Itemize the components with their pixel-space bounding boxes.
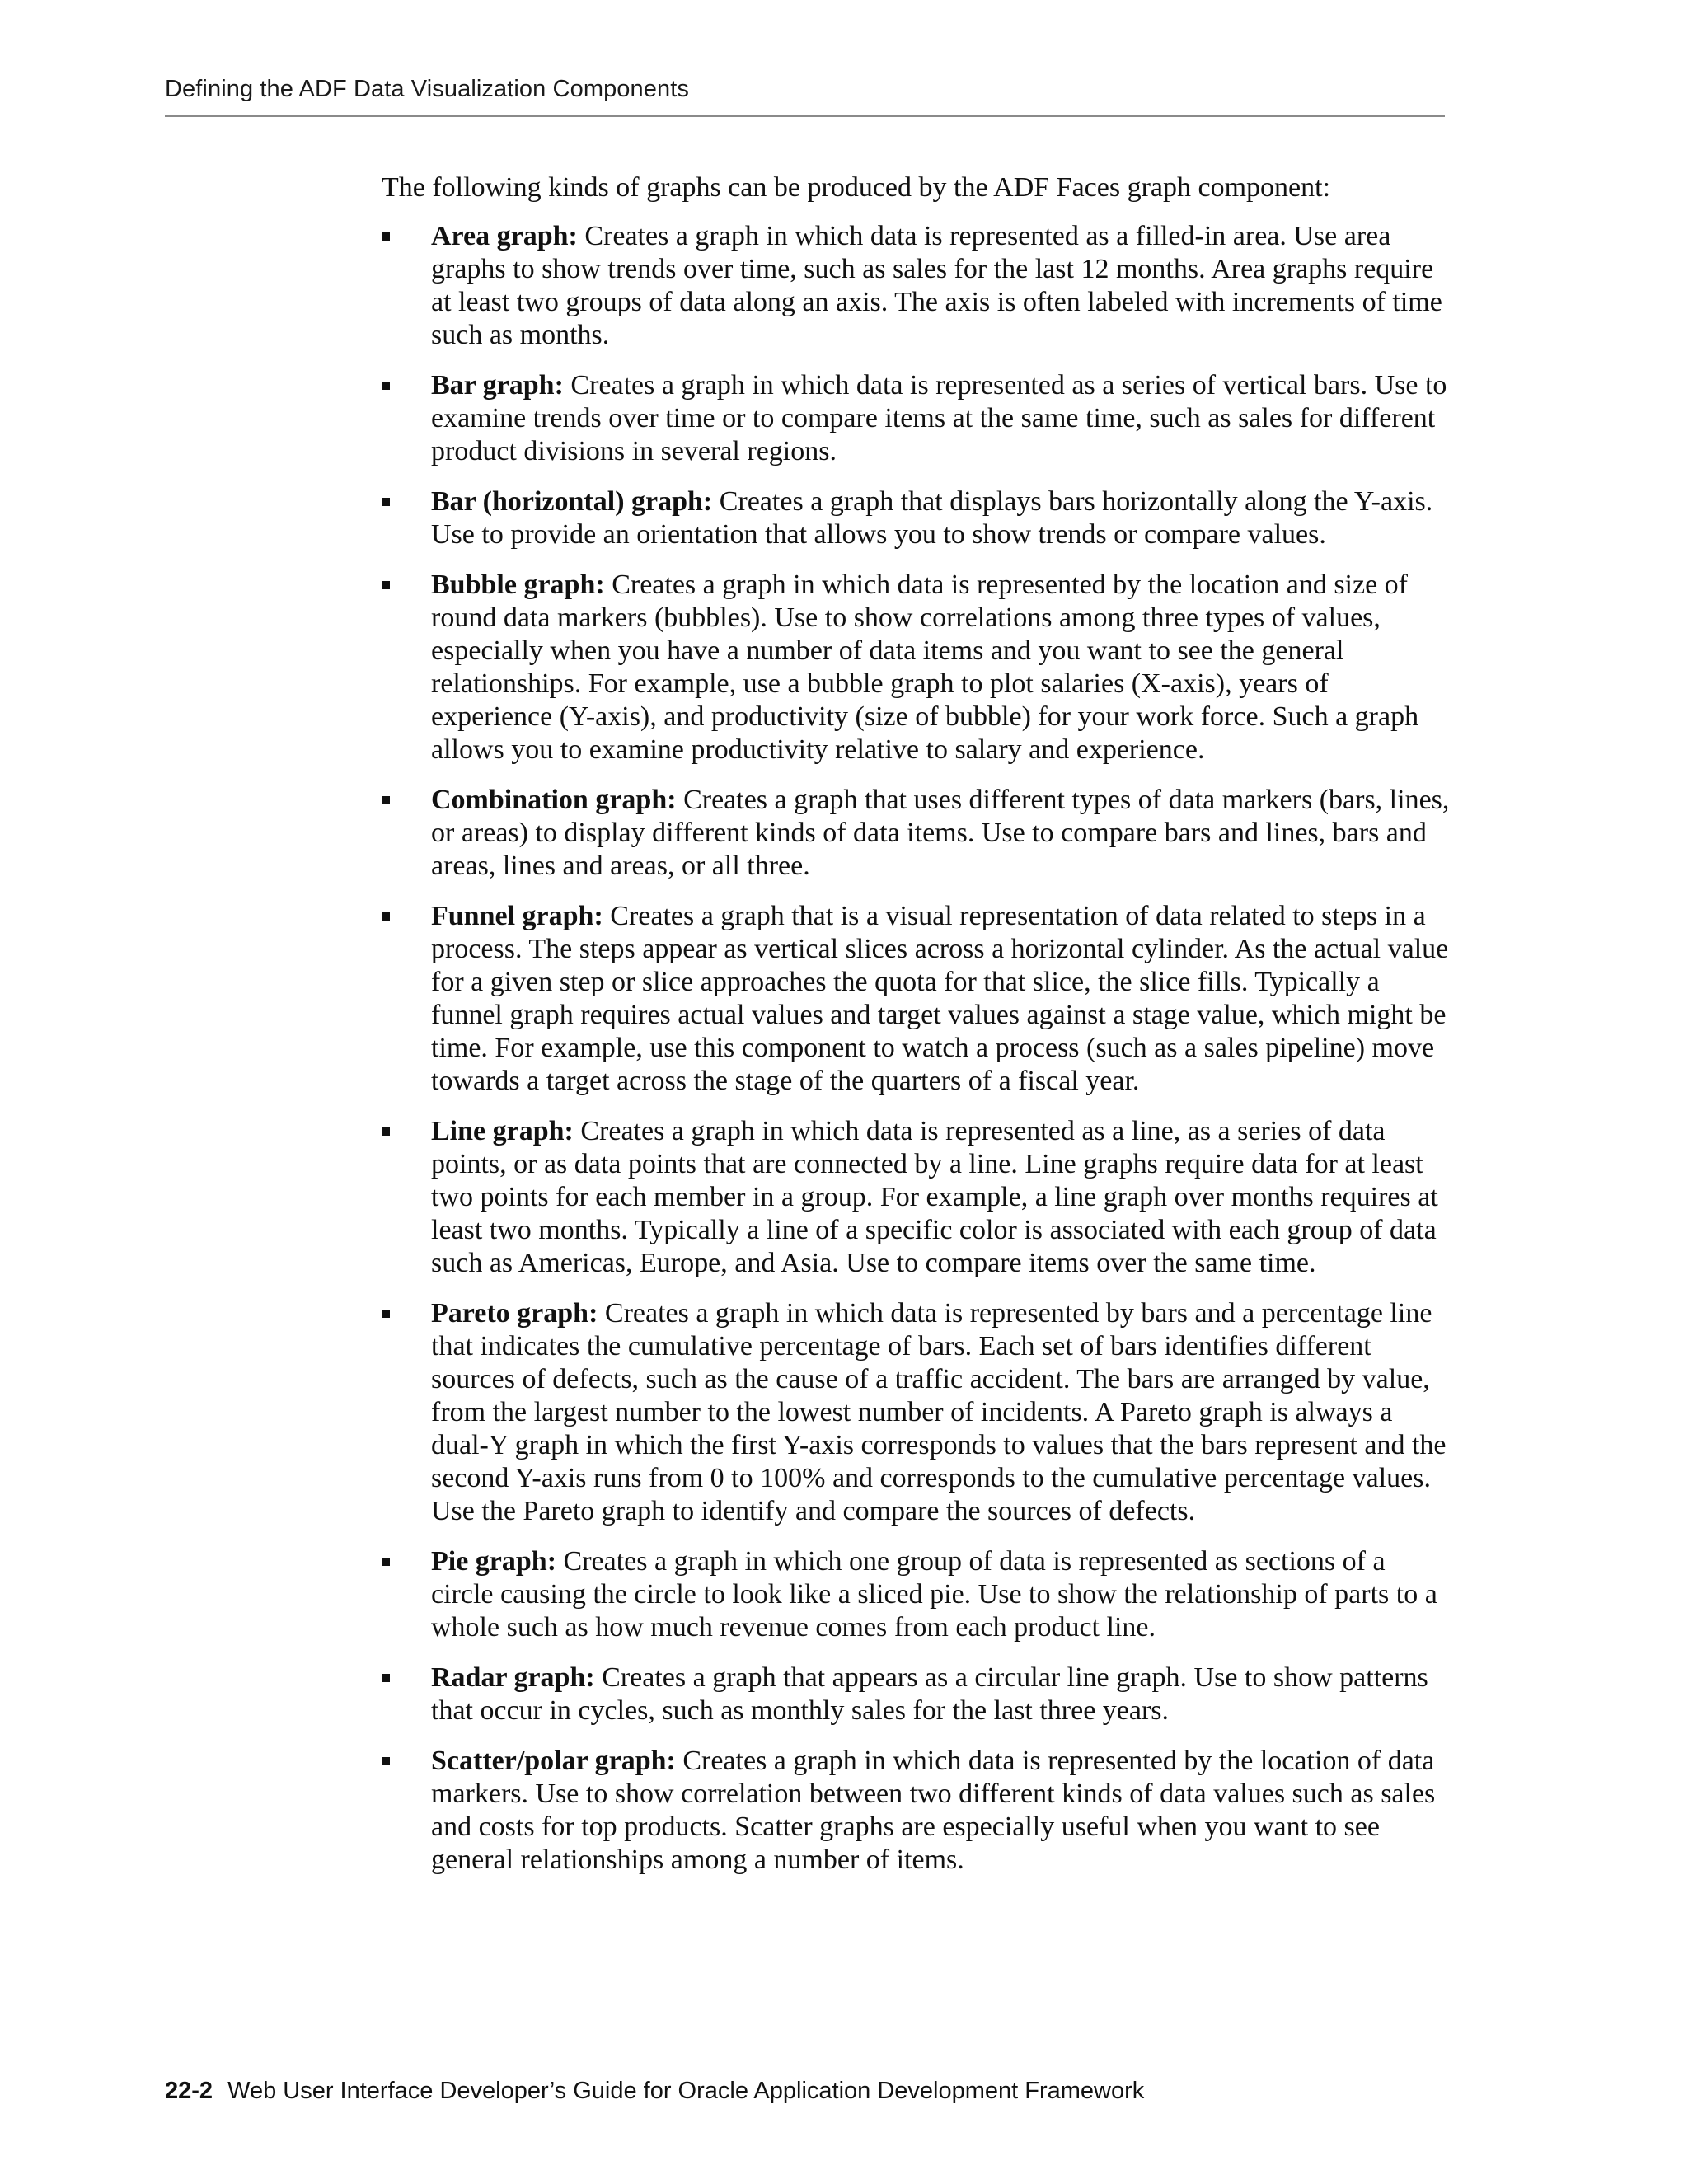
bullet-icon [382, 1127, 390, 1136]
bullet-icon [382, 382, 390, 390]
running-header: Defining the ADF Data Visualization Components [165, 76, 689, 102]
list-item-funnel-graph [382, 900, 1453, 1098]
list-item-radar-graph [382, 1661, 1453, 1727]
item-text: Creates a graph that is a visual representation of data related to steps in a process. The steps appear as vertical slices across a horizontal cylinder. As the actual value for a given step or slice approaches the quota for that slice, the slice fills. Typically a funnel graph requires actual values and target values against a stage value, which might be time. For example, use this component to watch a process (such as a sales pipeline) move towards a target across the stage of the quarters of a fiscal year. [431, 901, 1449, 1096]
list-item-pie-graph [382, 1545, 1453, 1644]
book-title: Web User Interface Developer’s Guide for Oracle Application Development Framework [227, 2078, 1145, 2104]
item-term: Bar (horizontal) graph: [431, 486, 713, 517]
item-text: Creates a graph in which data is represented as a filled-in area. Use area graphs to show trends over time, such as sales for the last 12 months. Area graphs require at least two groups of data along an axis. The axis is often labeled with increments of time such as months. [431, 221, 1442, 350]
item-term: Bar graph: [431, 370, 564, 401]
item-text: Creates a graph that appears as a circular line graph. Use to show patterns that occur in cycles, such as monthly sales for the last three years. [431, 1662, 1428, 1726]
item-term: Bubble graph: [431, 569, 605, 600]
item-text: Creates a graph in which data is represented as a series of vertical bars. Use to examine trends over time or to compare items at the same time, such as sales for different product divisions in several regions. [431, 370, 1447, 466]
bullet-icon [382, 1310, 390, 1318]
item-text: Creates a graph that uses different types of data markers (bars, lines, or areas) to display different kinds of data items. Use to compare bars and lines, bars and areas, lines and areas, or all three. [431, 785, 1450, 881]
item-text: Creates a graph in which data is represented as a line, as a series of data points, or as data points that are connected by a line. Line graphs require data for at least two points for each member in a group. For example, a line graph over months requires at least two months. Typically a line of a specific color is associated with each group of data such as Americas, Europe, and Asia. Use to compare items over the same time. [431, 1116, 1438, 1278]
header-divider [165, 115, 1445, 117]
list-item-scatter-polar-graph [382, 1745, 1453, 1877]
bullet-icon [382, 232, 390, 241]
bullet-icon [382, 498, 390, 506]
graph-types-list [382, 220, 1453, 1877]
item-term: Area graph: [431, 221, 578, 251]
item-term: Pareto graph: [431, 1298, 598, 1329]
item-term: Line graph: [431, 1116, 574, 1146]
bullet-icon [382, 1674, 390, 1682]
item-text: Creates a graph in which one group of data is represented as sections of a circle causing the circle to look like a sliced pie. Use to show the relationship of parts to a whole such as how much revenue comes from each product line. [431, 1546, 1437, 1643]
item-term: Funnel graph: [431, 901, 603, 931]
item-term: Radar graph: [431, 1662, 595, 1693]
item-text: Creates a graph that displays bars horizontally along the Y-axis. Use to provide an orientation that allows you to show trends or compare values. [431, 486, 1433, 550]
page-number: 22-2 [165, 2078, 213, 2104]
list-item-combination-graph [382, 784, 1453, 883]
item-term: Combination graph: [431, 785, 677, 815]
intro-paragraph: The following kinds of graphs can be produced by the ADF Faces graph component: [382, 172, 1331, 203]
bullet-icon [382, 912, 390, 921]
item-text: Creates a graph in which data is represented by the location and size of round data markers (bubbles). Use to show correlations among three types of values, especially when you have a number of data items and you want to see the general relationships. For example, use a bubble graph to plot salaries (X-axis), years of experience (Y-axis), and productivity (size of bubble) for your work force. Such a graph allows you to examine productivity relative to salary and experience. [431, 569, 1419, 765]
item-text: Creates a graph in which data is represented by bars and a percentage line that indicates the cumulative percentage of bars. Each set of bars identifies different sources of defects, such as the cause of a traffic accident. The bars are arranged by value, from the largest number to the lowest number of incidents. A Pareto graph is always a dual-Y graph in which the first Y-axis corresponds to values that the bars represent and the second Y-axis runs from 0 to 100% and corresponds to the cumulative percentage values. Use the Pareto graph to identify and compare the sources of defects. [431, 1298, 1447, 1526]
bullet-icon [382, 1558, 390, 1566]
list-item-pareto-graph [382, 1297, 1453, 1528]
list-item-line-graph [382, 1115, 1453, 1280]
running-footer [165, 2078, 1144, 2105]
list-item-bar-graph [382, 369, 1453, 468]
bullet-icon [382, 581, 390, 589]
list-item-bar-horizontal-graph [382, 485, 1453, 551]
main-content [382, 171, 1453, 1894]
bullet-icon [382, 796, 390, 804]
list-item-area-graph [382, 220, 1453, 352]
bullet-icon [382, 1757, 390, 1765]
item-term: Pie graph: [431, 1546, 557, 1577]
item-text: Creates a graph in which data is represented by the location of data markers. Use to show correlation between two different kinds of data values such as sales and costs for top products. Scatter graphs are especially useful when you want to see general relationships among a number of items. [431, 1746, 1436, 1875]
item-term: Scatter/polar graph: [431, 1746, 676, 1776]
list-item-bubble-graph [382, 569, 1453, 766]
